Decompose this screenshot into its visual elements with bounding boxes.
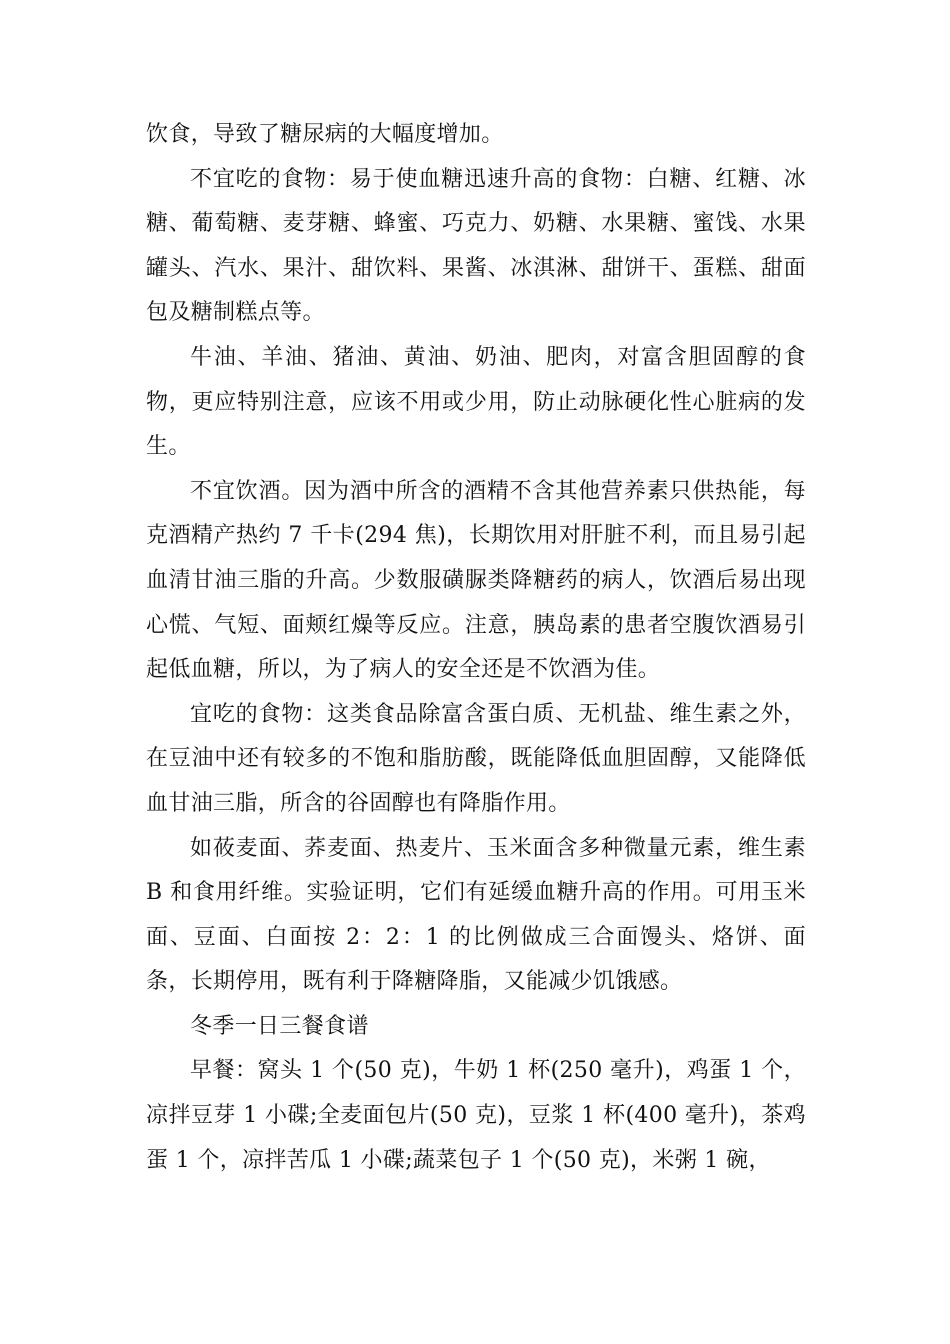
document-body: [146, 113, 806, 1183]
paragraph-no-alcohol: 不宜饮酒。因为酒中所含的酒精不含其他营养素只供热能，每克酒精产热约 7 千卡(294 焦)，长期饮用对肝脏不利，而且易引起血清甘油三脂的升高。少数服磺脲类降糖药的病人，饮酒后易出现心慌、气短、面颊红燥等反应。注意，胰岛素的患者空腹饮酒易引起低血糖，所以，为了病人的安全还是不饮酒为佳。: [146, 478, 806, 683]
paragraph-fats-cholesterol: 牛油、羊油、猪油、黄油、奶油、肥肉，对富含胆固醇的食物，更应特别注意，应该不用或少用，防止动脉硬化性心脏病的发生。: [146, 344, 806, 460]
paragraph-foods-to-avoid: 不宜吃的食物：易于使血糖迅速升高的食物：白糖、红糖、冰糖、葡萄糖、麦芽糖、蜂蜜、巧克力、奶糖、水果糖、蜜饯、水果罐头、汽水、果汁、甜饮料、果酱、冰淇淋、甜饼干、蛋糕、甜面包及糖制糕点等。: [146, 166, 806, 326]
paragraph-continuation: 饮食，导致了糖尿病的大幅度增加。: [146, 122, 504, 147]
paragraph-grains: 如莜麦面、荞麦面、热麦片、玉米面含多种微量元素，维生素 B 和食用纤维。实验证明，它们有延缓血糖升高的作用。可用玉米面、豆面、白面按 2：2：1 的比例做成三合面馒头、烙饼、面条，长期停用，既有利于降糖降脂，又能减少饥饿感。: [146, 835, 806, 995]
section-heading-winter-menu: 冬季一日三餐食谱: [190, 1013, 369, 1039]
paragraph-recommended-foods: 宜吃的食物：这类食品除富含蛋白质、无机盐、维生素之外，在豆油中还有较多的不饱和脂肪酸，既能降低血胆固醇，又能降低血甘油三脂，所含的谷固醇也有降脂作用。: [146, 701, 806, 816]
paragraph-breakfast: 早餐：窝头 1 个(50 克)，牛奶 1 杯(250 毫升)，鸡蛋 1 个，凉拌豆芽 1 小碟;全麦面包片(50 克)，豆浆 1 杯(400 毫升)，茶鸡蛋 1 个，凉拌苦瓜 1 小碟;蔬菜包子 1 个(50 克)，米粥 1 碗，: [146, 1058, 806, 1173]
